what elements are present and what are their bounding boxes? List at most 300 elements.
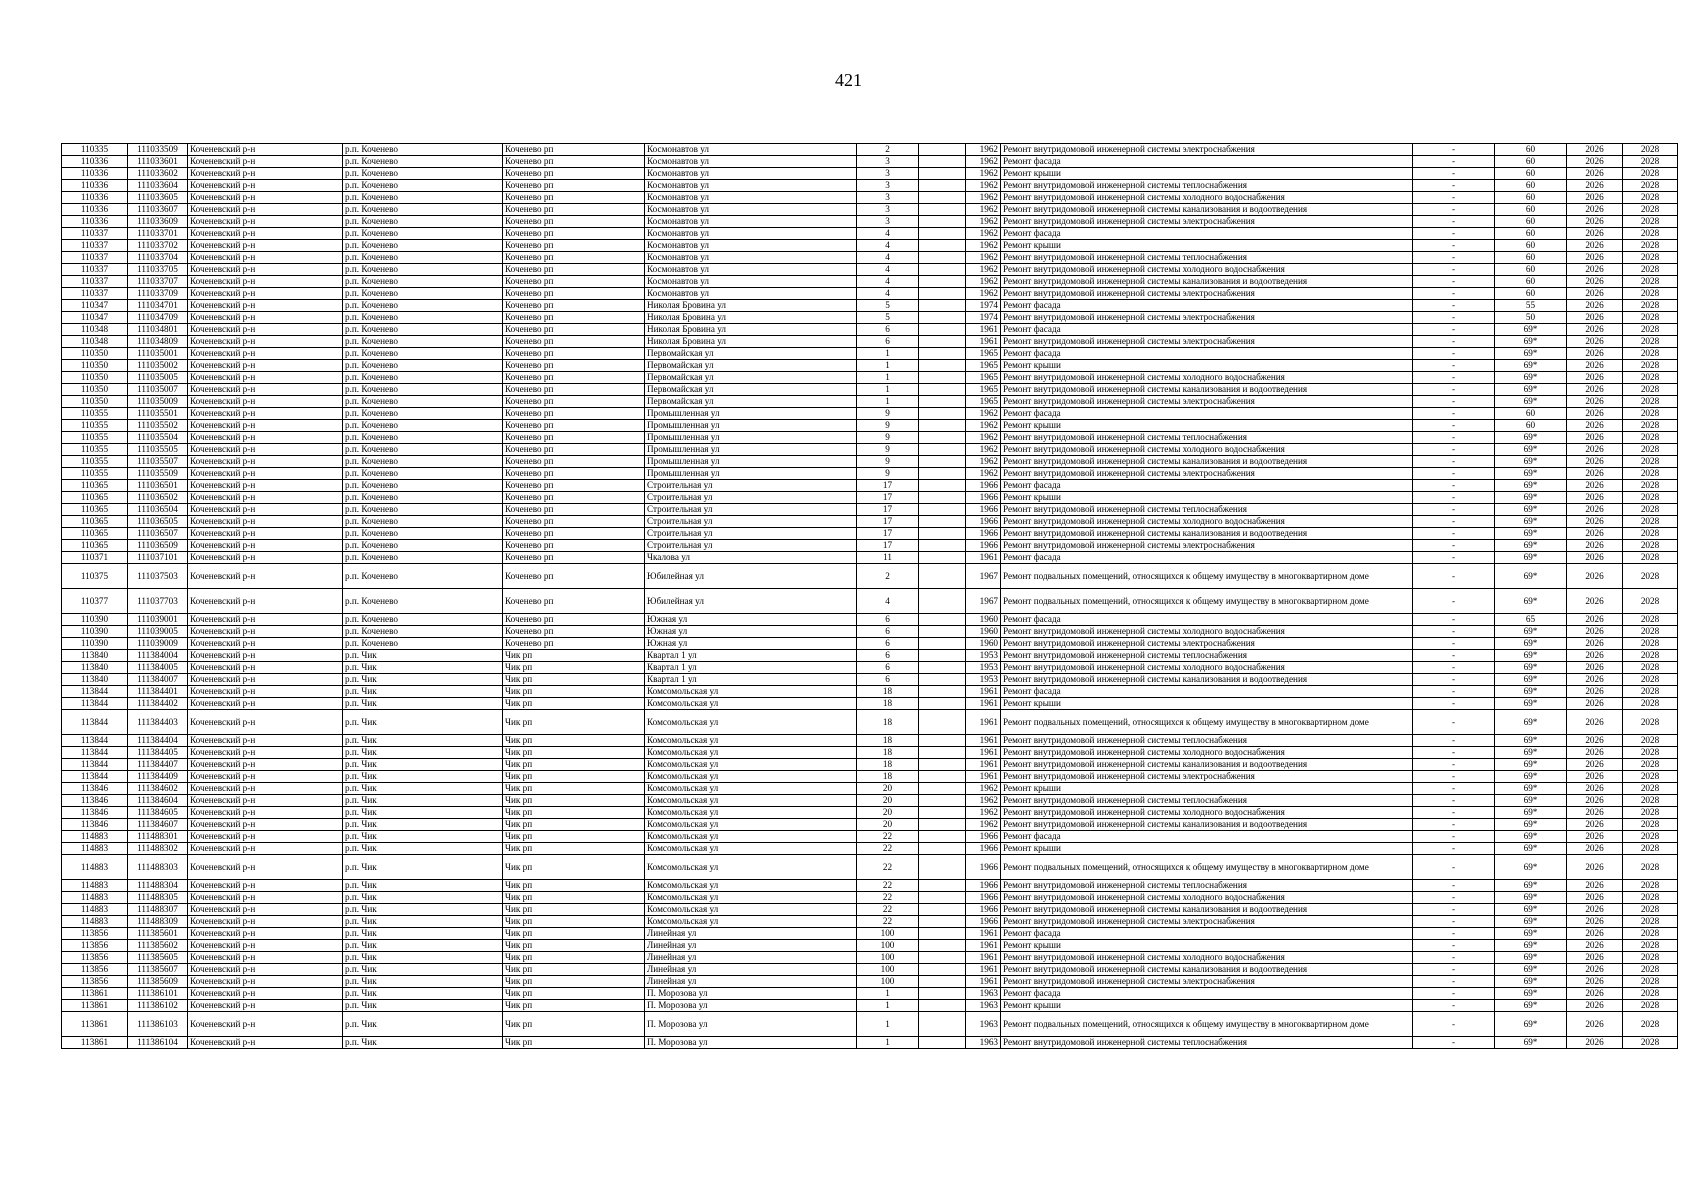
cell-house-number: 22: [857, 916, 919, 928]
cell-dash-cell: -: [1413, 288, 1495, 300]
cell-building: [919, 855, 966, 880]
cell-start-year: 2026: [1567, 940, 1623, 952]
cell-value: 69*: [1495, 1012, 1567, 1037]
table-row: [62, 216, 1678, 228]
table-row: [62, 674, 1678, 686]
cell-work-type: Ремонт фасада: [1001, 614, 1413, 626]
cell-year: 1966: [966, 504, 1001, 516]
cell-value: 60: [1495, 156, 1567, 168]
cell-value: 69*: [1495, 384, 1567, 396]
cell-locality: Коченево рп: [503, 396, 645, 408]
cell-year: 1962: [966, 432, 1001, 444]
cell-building: [919, 892, 966, 904]
cell-building: [919, 528, 966, 540]
cell-work-id: 111035501: [128, 408, 188, 420]
cell-house-number: 6: [857, 614, 919, 626]
cell-house-id: 110350: [62, 396, 128, 408]
cell-start-year: 2026: [1567, 540, 1623, 552]
cell-house-number: 17: [857, 516, 919, 528]
cell-work-id: 111035009: [128, 396, 188, 408]
cell-district: Коченевский р-н: [188, 276, 343, 288]
table-row: [62, 759, 1678, 771]
cell-district: Коченевский р-н: [188, 783, 343, 795]
cell-work-type: Ремонт фасада: [1001, 686, 1413, 698]
cell-locality: Коченево рп: [503, 516, 645, 528]
cell-work-id: 111384004: [128, 650, 188, 662]
cell-house-id: 110355: [62, 456, 128, 468]
table-row: [62, 747, 1678, 759]
cell-building: [919, 348, 966, 360]
cell-work-id: 111488309: [128, 916, 188, 928]
cell-dash-cell: -: [1413, 468, 1495, 480]
cell-locality: Чик рп: [503, 928, 645, 940]
cell-district: Коченевский р-н: [188, 819, 343, 831]
cell-settlement: р.п. Чик: [343, 783, 503, 795]
cell-work-id: 111039005: [128, 626, 188, 638]
cell-start-year: 2026: [1567, 771, 1623, 783]
table-row: [62, 880, 1678, 892]
cell-building: [919, 444, 966, 456]
cell-street: Чкалова ул: [645, 552, 857, 564]
cell-work-id: 111037703: [128, 589, 188, 614]
cell-locality: Чик рп: [503, 831, 645, 843]
cell-year: 1962: [966, 276, 1001, 288]
cell-street: П. Морозова ул: [645, 1000, 857, 1012]
cell-locality: Коченево рп: [503, 456, 645, 468]
cell-work-type: Ремонт внутридомовой инженерной системы канализования и водоотведения: [1001, 964, 1413, 976]
table-row: [62, 564, 1678, 589]
cell-district: Коченевский р-н: [188, 168, 343, 180]
cell-building: [919, 192, 966, 204]
cell-house-number: 3: [857, 192, 919, 204]
cell-year: 1965: [966, 396, 1001, 408]
cell-house-number: 5: [857, 300, 919, 312]
cell-work-type: Ремонт крыши: [1001, 1000, 1413, 1012]
table-row: [62, 638, 1678, 650]
table-row: [62, 432, 1678, 444]
cell-street: Строительная ул: [645, 516, 857, 528]
cell-value: 69*: [1495, 360, 1567, 372]
table-row: [62, 396, 1678, 408]
cell-settlement: р.п. Коченево: [343, 228, 503, 240]
cell-year: 1960: [966, 638, 1001, 650]
table-row: [62, 710, 1678, 735]
cell-house-id: 110348: [62, 336, 128, 348]
cell-building: [919, 540, 966, 552]
cell-house-number: 18: [857, 771, 919, 783]
cell-street: Космонавтов ул: [645, 252, 857, 264]
cell-value: 60: [1495, 216, 1567, 228]
cell-house-number: 100: [857, 976, 919, 988]
cell-house-id: 110336: [62, 156, 128, 168]
cell-end-year: 2028: [1623, 650, 1678, 662]
cell-start-year: 2026: [1567, 372, 1623, 384]
cell-settlement: р.п. Чик: [343, 976, 503, 988]
cell-work-type: Ремонт внутридомовой инженерной системы канализования и водоотведения: [1001, 904, 1413, 916]
cell-house-number: 1: [857, 396, 919, 408]
cell-year: 1962: [966, 204, 1001, 216]
cell-work-type: Ремонт крыши: [1001, 698, 1413, 710]
cell-district: Коченевский р-н: [188, 360, 343, 372]
cell-work-id: 111033605: [128, 192, 188, 204]
cell-settlement: р.п. Чик: [343, 698, 503, 710]
cell-street: Промышленная ул: [645, 432, 857, 444]
cell-end-year: 2028: [1623, 516, 1678, 528]
cell-locality: Чик рп: [503, 855, 645, 880]
cell-dash-cell: -: [1413, 444, 1495, 456]
cell-building: [919, 420, 966, 432]
cell-work-id: 111039009: [128, 638, 188, 650]
cell-end-year: 2028: [1623, 564, 1678, 589]
cell-locality: Коченево рп: [503, 492, 645, 504]
cell-start-year: 2026: [1567, 855, 1623, 880]
cell-house-id: 113844: [62, 747, 128, 759]
cell-locality: Коченево рп: [503, 204, 645, 216]
cell-locality: Коченево рп: [503, 240, 645, 252]
cell-settlement: р.п. Коченево: [343, 480, 503, 492]
cell-start-year: 2026: [1567, 528, 1623, 540]
cell-end-year: 2028: [1623, 408, 1678, 420]
cell-year: 1961: [966, 759, 1001, 771]
cell-locality: Чик рп: [503, 650, 645, 662]
cell-street: Комсомольская ул: [645, 771, 857, 783]
cell-district: Коченевский р-н: [188, 892, 343, 904]
cell-building: [919, 504, 966, 516]
cell-locality: Коченево рп: [503, 614, 645, 626]
cell-end-year: 2028: [1623, 686, 1678, 698]
cell-value: 69*: [1495, 324, 1567, 336]
cell-locality: Коченево рп: [503, 276, 645, 288]
cell-locality: Коченево рп: [503, 324, 645, 336]
cell-work-type: Ремонт внутридомовой инженерной системы электроснабжения: [1001, 312, 1413, 324]
cell-year: 1962: [966, 240, 1001, 252]
table-row: [62, 735, 1678, 747]
cell-end-year: 2028: [1623, 192, 1678, 204]
cell-district: Коченевский р-н: [188, 650, 343, 662]
cell-settlement: р.п. Коченево: [343, 614, 503, 626]
cell-end-year: 2028: [1623, 1037, 1678, 1049]
cell-house-number: 20: [857, 807, 919, 819]
cell-district: Коченевский р-н: [188, 843, 343, 855]
cell-value: 69*: [1495, 819, 1567, 831]
cell-work-type: Ремонт крыши: [1001, 240, 1413, 252]
cell-settlement: р.п. Коченево: [343, 156, 503, 168]
cell-start-year: 2026: [1567, 180, 1623, 192]
cell-value: 69*: [1495, 747, 1567, 759]
cell-end-year: 2028: [1623, 324, 1678, 336]
cell-end-year: 2028: [1623, 976, 1678, 988]
cell-house-id: 110337: [62, 228, 128, 240]
cell-street: Первомайская ул: [645, 360, 857, 372]
cell-value: 69*: [1495, 976, 1567, 988]
cell-locality: Коченево рп: [503, 180, 645, 192]
cell-settlement: р.п. Чик: [343, 904, 503, 916]
cell-house-id: 113846: [62, 819, 128, 831]
cell-work-type: Ремонт внутридомовой инженерной системы теплоснабжения: [1001, 1037, 1413, 1049]
cell-district: Коченевский р-н: [188, 976, 343, 988]
cell-locality: Чик рп: [503, 964, 645, 976]
cell-settlement: р.п. Коченево: [343, 360, 503, 372]
cell-house-id: 110337: [62, 276, 128, 288]
cell-value: 50: [1495, 312, 1567, 324]
cell-work-id: 111034801: [128, 324, 188, 336]
table-row: [62, 384, 1678, 396]
cell-locality: Коченево рп: [503, 288, 645, 300]
cell-year: 1966: [966, 480, 1001, 492]
cell-locality: Коченево рп: [503, 156, 645, 168]
cell-year: 1962: [966, 144, 1001, 156]
cell-value: 60: [1495, 288, 1567, 300]
cell-building: [919, 626, 966, 638]
cell-district: Коченевский р-н: [188, 940, 343, 952]
cell-building: [919, 468, 966, 480]
cell-work-id: 111033607: [128, 204, 188, 216]
cell-house-id: 110336: [62, 180, 128, 192]
cell-house-number: 100: [857, 928, 919, 940]
cell-start-year: 2026: [1567, 300, 1623, 312]
cell-district: Коченевский р-н: [188, 952, 343, 964]
cell-end-year: 2028: [1623, 420, 1678, 432]
cell-locality: Чик рп: [503, 904, 645, 916]
cell-work-type: Ремонт внутридомовой инженерной системы электроснабжения: [1001, 540, 1413, 552]
cell-street: Комсомольская ул: [645, 916, 857, 928]
cell-value: 69*: [1495, 516, 1567, 528]
cell-value: 69*: [1495, 988, 1567, 1000]
cell-value: 69*: [1495, 964, 1567, 976]
cell-house-id: 113861: [62, 1037, 128, 1049]
cell-work-type: Ремонт внутридомовой инженерной системы канализования и водоотведения: [1001, 674, 1413, 686]
cell-dash-cell: -: [1413, 564, 1495, 589]
cell-locality: Чик рп: [503, 747, 645, 759]
table-row: [62, 180, 1678, 192]
cell-house-number: 1: [857, 1012, 919, 1037]
table-row: [62, 348, 1678, 360]
cell-end-year: 2028: [1623, 552, 1678, 564]
cell-end-year: 2028: [1623, 771, 1678, 783]
cell-end-year: 2028: [1623, 614, 1678, 626]
cell-district: Коченевский р-н: [188, 228, 343, 240]
cell-end-year: 2028: [1623, 1012, 1678, 1037]
cell-house-id: 110347: [62, 300, 128, 312]
cell-start-year: 2026: [1567, 710, 1623, 735]
cell-street: Космонавтов ул: [645, 180, 857, 192]
cell-house-id: 110337: [62, 264, 128, 276]
cell-end-year: 2028: [1623, 312, 1678, 324]
cell-start-year: 2026: [1567, 904, 1623, 916]
table-row: [62, 1000, 1678, 1012]
cell-district: Коченевский р-н: [188, 516, 343, 528]
cell-settlement: р.п. Чик: [343, 650, 503, 662]
cell-work-type: Ремонт внутридомовой инженерной системы канализования и водоотведения: [1001, 456, 1413, 468]
cell-value: 69*: [1495, 698, 1567, 710]
cell-year: 1966: [966, 540, 1001, 552]
cell-work-type: Ремонт внутридомовой инженерной системы холодного водоснабжения: [1001, 516, 1413, 528]
cell-house-number: 17: [857, 504, 919, 516]
cell-street: Промышленная ул: [645, 408, 857, 420]
cell-year: 1962: [966, 444, 1001, 456]
cell-street: Квартал 1 ул: [645, 650, 857, 662]
cell-settlement: р.п. Коченево: [343, 626, 503, 638]
cell-dash-cell: -: [1413, 300, 1495, 312]
cell-start-year: 2026: [1567, 336, 1623, 348]
cell-building: [919, 928, 966, 940]
cell-house-id: 114883: [62, 843, 128, 855]
cell-work-id: 111034709: [128, 312, 188, 324]
cell-value: 60: [1495, 252, 1567, 264]
cell-value: 60: [1495, 144, 1567, 156]
cell-street: Южная ул: [645, 638, 857, 650]
cell-building: [919, 204, 966, 216]
table-row: [62, 1037, 1678, 1049]
table-row: [62, 843, 1678, 855]
cell-house-id: 113861: [62, 988, 128, 1000]
cell-year: 1961: [966, 940, 1001, 952]
cell-house-id: 110337: [62, 288, 128, 300]
cell-district: Коченевский р-н: [188, 686, 343, 698]
cell-district: Коченевский р-н: [188, 324, 343, 336]
cell-settlement: р.п. Коченево: [343, 192, 503, 204]
cell-work-type: Ремонт подвальных помещений, относящихся к общему имуществу в многоквартирном доме: [1001, 589, 1413, 614]
cell-street: Строительная ул: [645, 480, 857, 492]
cell-district: Коченевский р-н: [188, 964, 343, 976]
cell-house-id: 110335: [62, 144, 128, 156]
cell-street: Строительная ул: [645, 504, 857, 516]
cell-settlement: р.п. Коченево: [343, 456, 503, 468]
cell-year: 1966: [966, 892, 1001, 904]
cell-dash-cell: -: [1413, 674, 1495, 686]
cell-building: [919, 735, 966, 747]
cell-work-type: Ремонт внутридомовой инженерной системы холодного водоснабжения: [1001, 626, 1413, 638]
cell-house-id: 110355: [62, 444, 128, 456]
cell-district: Коченевский р-н: [188, 288, 343, 300]
table-row: [62, 516, 1678, 528]
cell-work-type: Ремонт внутридомовой инженерной системы теплоснабжения: [1001, 880, 1413, 892]
cell-value: 69*: [1495, 336, 1567, 348]
cell-start-year: 2026: [1567, 952, 1623, 964]
cell-year: 1953: [966, 674, 1001, 686]
cell-house-number: 9: [857, 432, 919, 444]
cell-house-id: 113840: [62, 662, 128, 674]
cell-locality: Коченево рп: [503, 589, 645, 614]
cell-dash-cell: -: [1413, 360, 1495, 372]
cell-house-id: 113856: [62, 952, 128, 964]
cell-house-number: 9: [857, 456, 919, 468]
cell-district: Коченевский р-н: [188, 698, 343, 710]
cell-house-number: 18: [857, 710, 919, 735]
cell-year: 1961: [966, 928, 1001, 940]
cell-start-year: 2026: [1567, 480, 1623, 492]
cell-house-number: 18: [857, 686, 919, 698]
cell-start-year: 2026: [1567, 650, 1623, 662]
cell-year: 1960: [966, 626, 1001, 638]
cell-district: Коченевский р-н: [188, 444, 343, 456]
cell-work-id: 111384007: [128, 674, 188, 686]
cell-dash-cell: -: [1413, 710, 1495, 735]
cell-settlement: р.п. Коченево: [343, 396, 503, 408]
cell-start-year: 2026: [1567, 168, 1623, 180]
cell-dash-cell: -: [1413, 855, 1495, 880]
cell-work-id: 111384605: [128, 807, 188, 819]
cell-work-id: 111037503: [128, 564, 188, 589]
cell-work-id: 111384401: [128, 686, 188, 698]
cell-house-number: 4: [857, 264, 919, 276]
cell-work-id: 111033604: [128, 180, 188, 192]
cell-dash-cell: -: [1413, 831, 1495, 843]
cell-house-id: 113844: [62, 759, 128, 771]
cell-dash-cell: -: [1413, 252, 1495, 264]
cell-work-type: Ремонт фасада: [1001, 228, 1413, 240]
cell-work-id: 111033601: [128, 156, 188, 168]
cell-house-id: 114883: [62, 916, 128, 928]
cell-district: Коченевский р-н: [188, 771, 343, 783]
cell-street: Космонавтов ул: [645, 264, 857, 276]
cell-settlement: р.п. Коченево: [343, 336, 503, 348]
cell-settlement: р.п. Коченево: [343, 264, 503, 276]
cell-dash-cell: -: [1413, 928, 1495, 940]
cell-house-id: 110336: [62, 216, 128, 228]
cell-building: [919, 674, 966, 686]
table-row: [62, 552, 1678, 564]
cell-locality: Чик рп: [503, 662, 645, 674]
cell-locality: Чик рп: [503, 1037, 645, 1049]
cell-work-id: 111385602: [128, 940, 188, 952]
table-row: [62, 855, 1678, 880]
cell-year: 1962: [966, 420, 1001, 432]
cell-street: Космонавтов ул: [645, 168, 857, 180]
cell-start-year: 2026: [1567, 735, 1623, 747]
cell-settlement: р.п. Чик: [343, 964, 503, 976]
cell-house-number: 18: [857, 698, 919, 710]
cell-building: [919, 216, 966, 228]
cell-street: Комсомольская ул: [645, 795, 857, 807]
cell-district: Коченевский р-н: [188, 456, 343, 468]
cell-street: Космонавтов ул: [645, 228, 857, 240]
cell-house-number: 3: [857, 168, 919, 180]
cell-value: 69*: [1495, 735, 1567, 747]
cell-year: 1962: [966, 156, 1001, 168]
cell-year: 1961: [966, 747, 1001, 759]
cell-year: 1961: [966, 735, 1001, 747]
cell-work-type: Ремонт фасада: [1001, 408, 1413, 420]
cell-year: 1953: [966, 650, 1001, 662]
cell-house-number: 1: [857, 384, 919, 396]
cell-work-id: 111034701: [128, 300, 188, 312]
cell-dash-cell: -: [1413, 1012, 1495, 1037]
cell-house-number: 22: [857, 831, 919, 843]
cell-start-year: 2026: [1567, 216, 1623, 228]
cell-building: [919, 300, 966, 312]
cell-street: П. Морозова ул: [645, 1037, 857, 1049]
cell-locality: Коченево рп: [503, 626, 645, 638]
cell-work-id: 111384604: [128, 795, 188, 807]
cell-district: Коченевский р-н: [188, 480, 343, 492]
cell-value: 69*: [1495, 807, 1567, 819]
cell-end-year: 2028: [1623, 880, 1678, 892]
cell-value: 69*: [1495, 928, 1567, 940]
cell-settlement: р.п. Чик: [343, 674, 503, 686]
cell-house-number: 17: [857, 492, 919, 504]
cell-work-id: 111033709: [128, 288, 188, 300]
cell-house-number: 20: [857, 819, 919, 831]
cell-building: [919, 589, 966, 614]
cell-work-id: 111488304: [128, 880, 188, 892]
cell-building: [919, 698, 966, 710]
cell-district: Коченевский р-н: [188, 216, 343, 228]
cell-end-year: 2028: [1623, 952, 1678, 964]
cell-locality: Коченево рп: [503, 480, 645, 492]
table-row: [62, 540, 1678, 552]
cell-street: Комсомольская ул: [645, 843, 857, 855]
